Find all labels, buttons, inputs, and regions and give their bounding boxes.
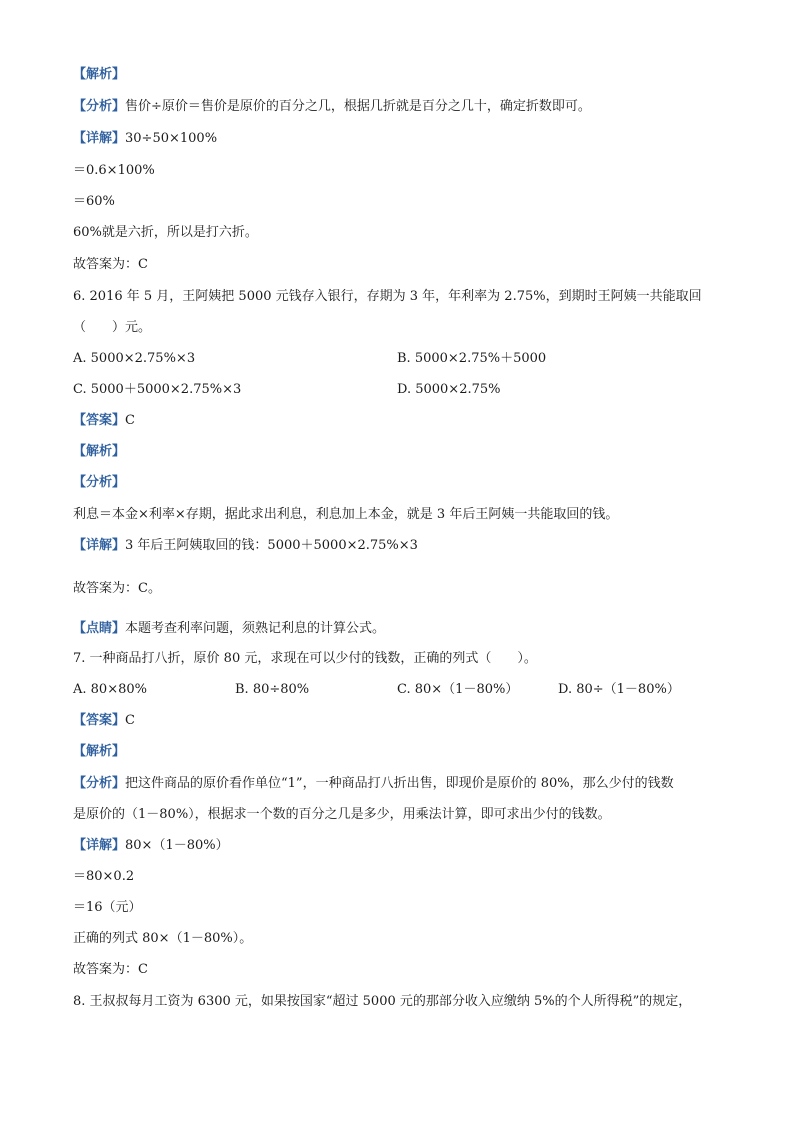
q7-option-d: D. 80÷（1－80%） xyxy=(558,682,680,697)
q7-analysis-line-2: 是原价的（1－80%），根据求一个数的百分之几是多少，用乘法计算，即可求出少付的钱数。 xyxy=(73,807,611,822)
q8-stem-line-1: 8. 王叔叔每月工资为 6300 元，如果按国家“超过 5000 元的那部分收入应缴纳 5%的个人所得税”的规定， xyxy=(73,994,692,1009)
q6-answer-line: 故答案为：C。 xyxy=(73,581,161,596)
q7-answer: 【答案】C xyxy=(73,713,135,728)
q6-option-c: C. 5000＋5000×2.75%×3 xyxy=(73,382,242,397)
q5-jiexi-heading: 【解析】 xyxy=(73,67,126,82)
q7-conclusion: 正确的列式 80×（1－80%）。 xyxy=(73,931,253,946)
q5-answer-line: 故答案为：C xyxy=(73,257,148,272)
q7-stem: 7. 一种商品打八折，原价 80 元，求现在可以少付的钱数，正确的列式（ ）。 xyxy=(73,651,537,666)
q5-analysis: 【分析】售价÷原价＝售价是原价的百分之几，根据几折就是百分之几十，确定折数即可。 xyxy=(73,99,591,114)
q6-option-d: D. 5000×2.75% xyxy=(397,382,501,397)
detail-tag: 【详解】 xyxy=(73,131,126,146)
q7-detail: 【详解】80×（1－80%） xyxy=(73,838,229,853)
q7-jiexi-heading: 【解析】 xyxy=(73,744,126,759)
q5-detail: 【详解】30÷50×100% xyxy=(73,131,218,146)
q6-stem-line-2: （ ）元。 xyxy=(73,320,152,335)
q6-jiexi-heading: 【解析】 xyxy=(73,444,126,459)
q5-step-2: ＝60% xyxy=(73,194,115,209)
q5-conclusion: 60%就是六折，所以是打六折。 xyxy=(73,225,258,240)
q7-option-c: C. 80×（1－80%） xyxy=(397,682,519,697)
q5-step-1: ＝0.6×100% xyxy=(73,163,155,178)
q7-step-1: ＝80×0.2 xyxy=(73,869,135,884)
q6-option-a: A. 5000×2.75%×3 xyxy=(73,351,196,366)
q7-option-b: B. 80÷80% xyxy=(235,682,310,697)
q7-analysis: 【分析】把这件商品的原价看作单位“1”，一种商品打八折出售，即现价是原价的 80%，那么少付的钱数 xyxy=(73,776,674,791)
q7-step-2: ＝16（元） xyxy=(73,900,142,915)
q6-key-point: 【点睛】本题考查利率问题，须熟记利息的计算公式。 xyxy=(73,621,386,636)
q7-answer-line: 故答案为：C xyxy=(73,962,148,977)
q7-option-a: A. 80×80% xyxy=(73,682,147,697)
q6-answer: 【答案】C xyxy=(73,413,135,428)
analysis-tag: 【分析】 xyxy=(73,776,126,791)
detail-tag: 【详解】 xyxy=(73,538,126,553)
detail-tag: 【详解】 xyxy=(73,838,126,853)
answer-tag: 【答案】 xyxy=(73,713,126,728)
analysis-tag: 【分析】 xyxy=(73,99,126,114)
q6-detail: 【详解】3 年后王阿姨取回的钱：5000＋5000×2.75%×3 xyxy=(73,538,418,553)
q6-analysis-text: 利息＝本金×利率×存期，据此求出利息，利息加上本金，就是 3 年后王阿姨一共能取回的钱。 xyxy=(73,507,619,522)
q6-option-b: B. 5000×2.75%＋5000 xyxy=(397,351,547,366)
q6-analysis-heading: 【分析】 xyxy=(73,475,126,490)
answer-tag: 【答案】 xyxy=(73,413,126,428)
key-point-tag: 【点睛】 xyxy=(73,621,126,636)
q6-stem-line-1: 6. 2016 年 5 月，王阿姨把 5000 元钱存入银行，存期为 3 年，年利率为 2.75%，到期时王阿姨一共能取回 xyxy=(73,289,702,304)
